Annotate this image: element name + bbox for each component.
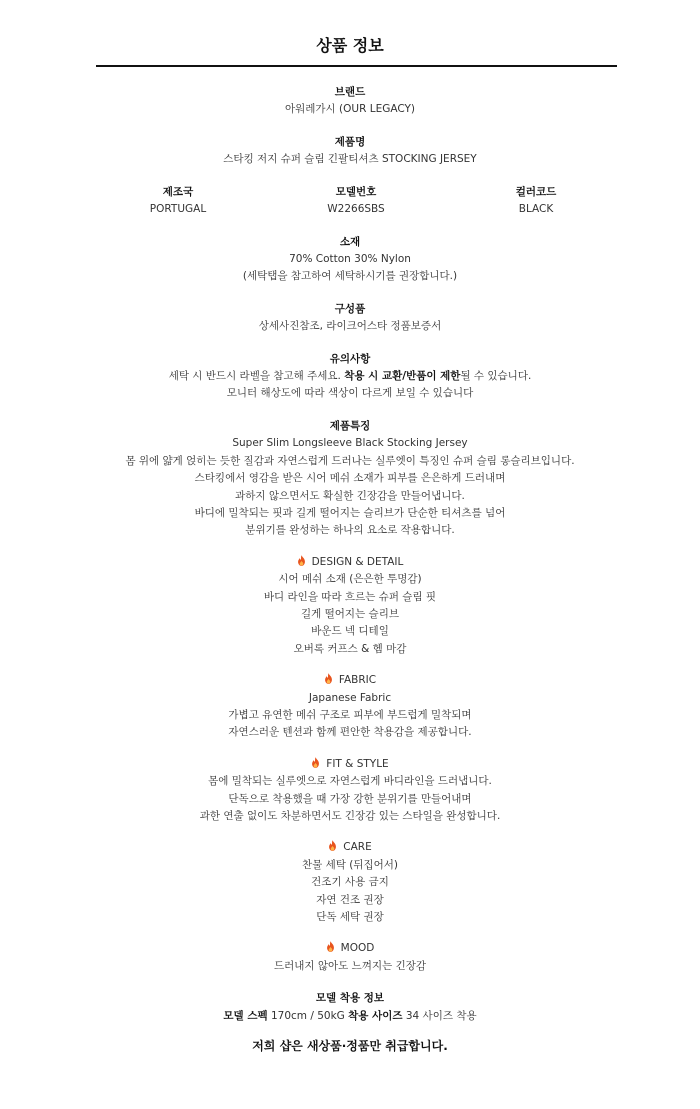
caution-section [0, 351, 700, 403]
spec-value: BLACK [518, 203, 554, 216]
section-line: 시어 메쉬 소재 (은은한 투명감) [278, 573, 422, 586]
spec-value: W2266SBS [327, 203, 385, 216]
caution-label: 유의사항 [329, 352, 371, 365]
fit-style-section [0, 756, 700, 826]
section-line: 가볍고 유연한 메쉬 구조로 피부에 부드럽게 밀착되며 [228, 708, 472, 721]
fire-icon [328, 840, 337, 851]
section-title: FIT & STYLE [326, 757, 389, 770]
fire-icon [297, 555, 306, 566]
caution-emphasis: 착용 시 교환/반품이 제한 [344, 370, 461, 383]
spec-value: PORTUGAL [149, 203, 207, 216]
material-line: (세탁탭을 참고하여 세탁하시기를 권장합니다.) [242, 270, 458, 283]
title-divider [96, 65, 617, 67]
section-line: 몸에 밀착되는 실루엣으로 자연스럽게 바디라인을 드러냅니다. [208, 775, 492, 788]
material-section [0, 234, 700, 286]
components-value: 상세사진참조, 라이크어스타 정품보증서 [258, 320, 442, 333]
features-line: Super Slim Longsleeve Black Stocking Jersey [232, 437, 468, 450]
fabric-section [0, 672, 700, 742]
model-spec-value: 170cm / 50kG [267, 1009, 349, 1022]
brand-section [0, 84, 700, 119]
spec-label: 제조국 [162, 185, 194, 198]
section-line: 자연 건조 권장 [316, 893, 384, 906]
section-line: 과한 연출 없이도 차분하면서도 긴장감 있는 스타일을 완성합니다. [199, 810, 501, 822]
section-heading [0, 672, 700, 689]
features-section [0, 418, 700, 540]
spec-origin [98, 184, 258, 219]
caution-text: 세탁 시 반드시 라벨을 참고해 주세요. [168, 370, 345, 383]
brand-value: 아워레가시 (OUR LEGACY) [284, 103, 415, 116]
product-name-section [0, 134, 700, 169]
caution-text: 될 수 있습니다. [460, 370, 532, 383]
section-line: 길게 떨어지는 슬리브 [301, 607, 399, 620]
components-section [0, 301, 700, 336]
fire-icon [326, 941, 335, 952]
brand-label: 브랜드 [334, 86, 366, 98]
features-line: 분위기를 완성하는 하나의 요소로 작용합니다. [245, 524, 455, 537]
section-line: 단독으로 착용했을 때 가장 강한 분위기를 만들어내며 [228, 792, 472, 805]
caution-line [0, 368, 700, 385]
features-line: 과하지 않으면서도 확실한 긴장감을 만들어냅니다. [235, 489, 465, 502]
care-section [0, 839, 700, 926]
model-spec-label: 모델 스펙 [223, 1009, 268, 1022]
section-title: DESIGN & DETAIL [311, 555, 404, 568]
product-info-content [0, 84, 700, 1055]
authenticity-notice: 저희 샵은 새상품·정품만 취급합니다. [252, 1039, 448, 1054]
features-label: 제품특징 [329, 419, 371, 432]
fire-icon [324, 673, 333, 684]
features-line: 몸 위에 얇게 얹히는 듯한 질감과 자연스럽게 드러나는 실루엣이 특징인 슈퍼 슬림 롱슬리브입니다. [125, 454, 575, 467]
section-line: 단독 세탁 권장 [316, 911, 384, 924]
section-line: 오버록 커프스 & 헴 마감 [293, 642, 407, 655]
spec-model-number [276, 184, 436, 219]
section-heading [0, 756, 700, 773]
section-line: 건조기 사용 금지 [311, 876, 389, 889]
model-size-value: 34 사이즈 착용 [402, 1009, 477, 1022]
spec-label: 모델번호 [335, 185, 377, 198]
product-name-value: 스타킹 저지 슈퍼 슬림 긴팔티셔츠 STOCKING JERSEY [223, 153, 477, 166]
product-name-label: 제품명 [334, 135, 366, 148]
section-line: 바디 라인을 따라 흐르는 슈퍼 슬림 핏 [263, 590, 437, 603]
page-title: 상품 정보 [316, 36, 384, 55]
design-detail-section [0, 554, 700, 658]
model-size-label: 착용 사이즈 [348, 1009, 403, 1022]
model-info-line [0, 1008, 700, 1025]
section-heading [0, 940, 700, 957]
section-line: 드러내지 않아도 느껴지는 긴장감 [273, 959, 426, 972]
material-line: 70% Cotton 30% Nylon [289, 253, 411, 266]
spec-color-code [456, 184, 616, 219]
section-line: 바운드 넥 디테일 [311, 625, 389, 638]
features-line: 바디에 밀착되는 핏과 길게 떨어지는 슬리브가 단순한 티셔츠를 넘어 [194, 506, 506, 519]
section-line: 찬물 세탁 (뒤집어서) [301, 858, 398, 871]
model-info-label: 모델 착용 정보 [315, 992, 385, 1005]
section-title: MOOD [340, 942, 375, 955]
mood-section [0, 940, 700, 975]
components-label: 구성품 [334, 302, 366, 315]
material-label: 소재 [339, 235, 361, 248]
section-line: Japanese Fabric [308, 691, 392, 704]
section-heading [0, 554, 700, 571]
section-title: FABRIC [338, 674, 377, 687]
spec-row [0, 184, 700, 219]
features-line: 스타킹에서 영감을 받은 시어 메쉬 소재가 피부를 은은하게 드러내며 [194, 472, 506, 485]
section-line: 자연스러운 텐션과 함께 편안한 착용감을 제공합니다. [228, 726, 472, 739]
spec-label: 컬러코드 [515, 185, 557, 198]
model-info-section [0, 990, 700, 1025]
caution-line: 모니터 해상도에 따라 색상이 다르게 보일 수 있습니다 [226, 387, 474, 400]
section-title: CARE [343, 841, 372, 854]
section-heading [0, 839, 700, 856]
fire-icon [311, 757, 320, 768]
